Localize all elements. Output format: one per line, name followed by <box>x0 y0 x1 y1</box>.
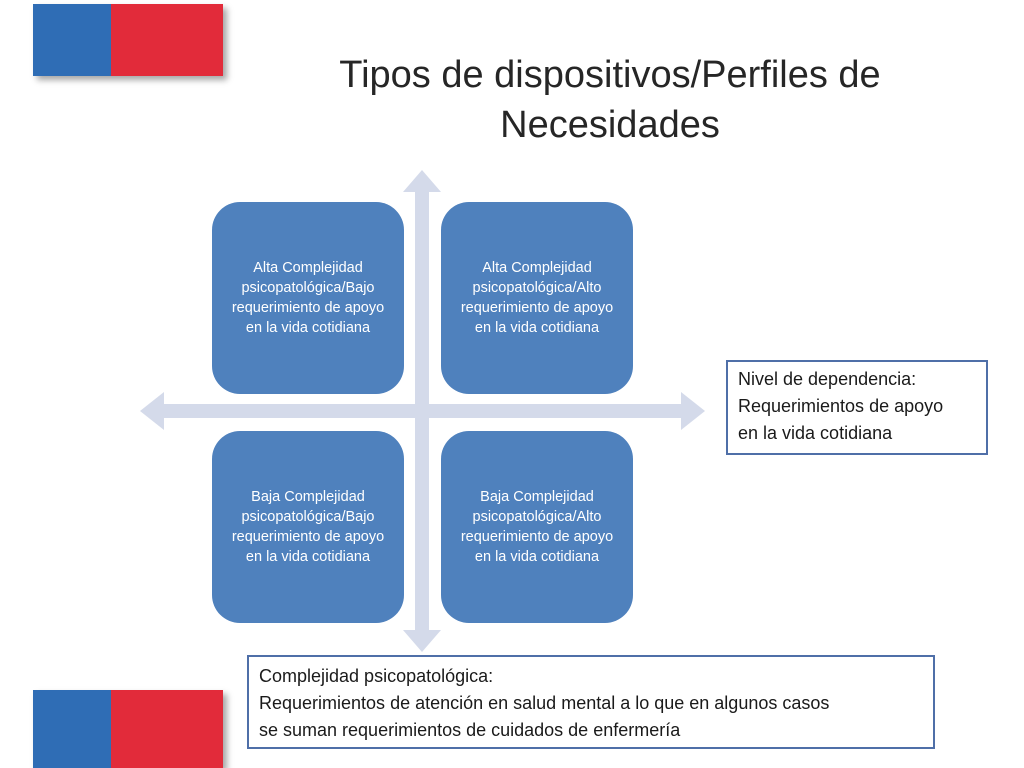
horizontal-axis-label-line-2: Requerimientos de apoyo <box>738 396 944 416</box>
title-line-2: Necesidades <box>500 104 720 146</box>
quadrant-low-complexity-low-support <box>212 431 404 623</box>
quadrant-label: Baja Complejidad psicopatológica/Alto requerimiento de apoyo en la vida cotidiana <box>460 489 614 565</box>
vertical-axis-label-line-2: Requerimientos de atención en salud mental a lo que en algunos casos <box>259 693 830 713</box>
horizontal-axis-label-line-3: en la vida cotidiana <box>738 423 893 443</box>
vertical-axis-label-line-1: Complejidad psicopatológica: <box>259 666 494 686</box>
vertical-axis-label-line-3: se suman requerimientos de cuidados de enfermería <box>259 720 681 740</box>
quadrant-label: Alta Complejidad psicopatológica/Bajo requerimiento de apoyo en la vida cotidiana <box>231 260 385 336</box>
vertical-axis-label <box>247 655 935 749</box>
quadrant-high-complexity-low-support <box>212 202 404 394</box>
quadrant-label: Baja Complejidad psicopatológica/Bajo requerimiento de apoyo en la vida cotidiana <box>231 489 385 565</box>
quadrant-label: Alta Complejidad psicopatológica/Alto requerimiento de apoyo en la vida cotidiana <box>460 260 614 336</box>
horizontal-axis-label-line-1: Nivel de dependencia: <box>738 369 917 389</box>
quadrant-high-complexity-high-support <box>441 202 633 394</box>
title-line-1: Tipos de dispositivos/Perfiles de <box>339 54 881 96</box>
quadrant-low-complexity-high-support <box>441 431 633 623</box>
horizontal-axis-label <box>726 360 988 455</box>
